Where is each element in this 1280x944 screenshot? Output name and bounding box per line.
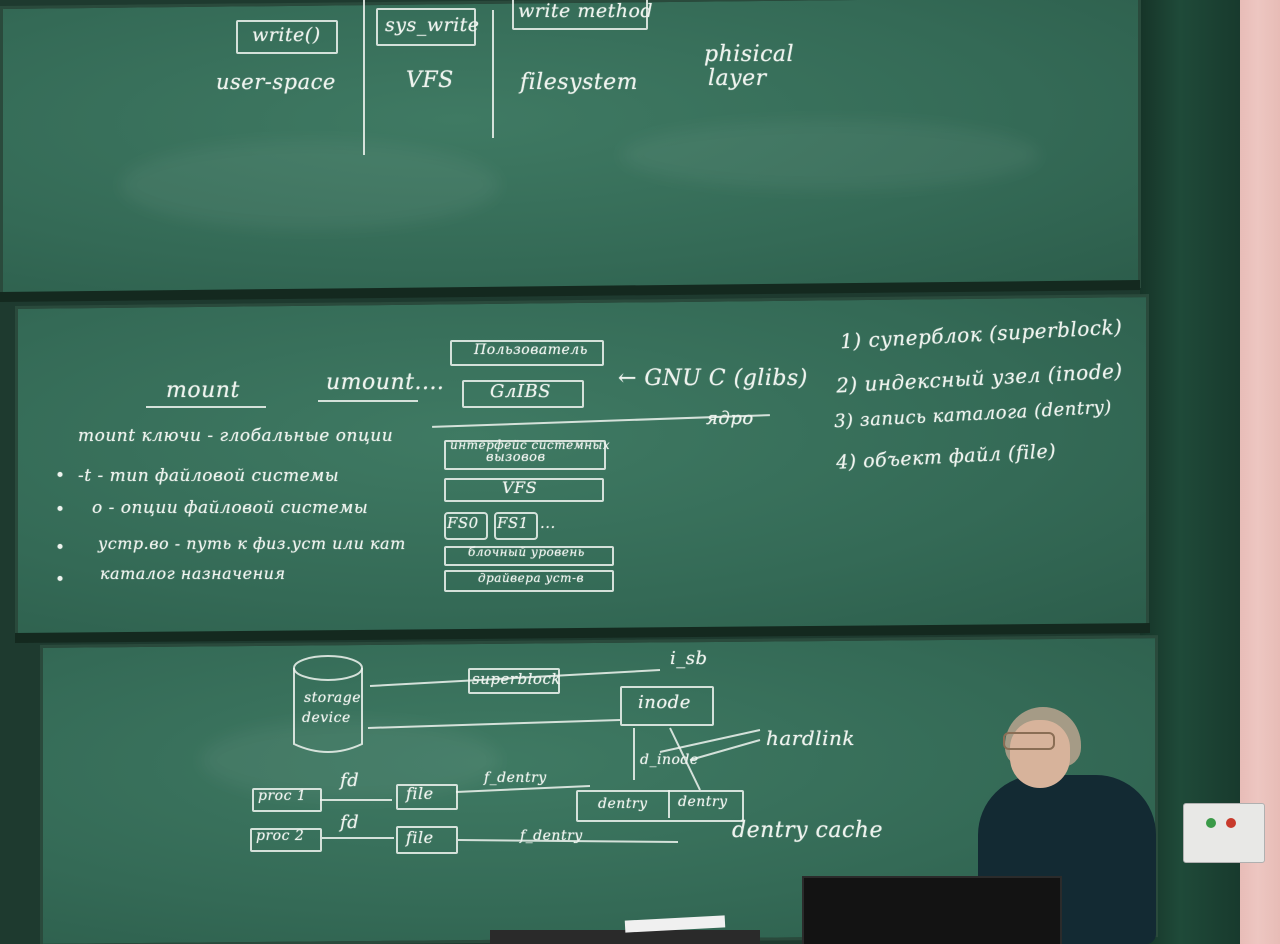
bullet-dot: •	[55, 570, 66, 590]
bullet-item: -t - тип файловой системы	[78, 466, 340, 486]
object-list-item: 4) объект файл (file)	[835, 440, 1057, 474]
bullet-item: каталог назначения	[100, 564, 286, 583]
physical-label: phisical	[704, 42, 795, 67]
layer-label: layer	[708, 66, 767, 91]
dentry-cache-label: dentry cache	[732, 818, 883, 843]
stack-fs0-label: FS0	[447, 514, 479, 532]
computer-monitor	[802, 876, 1062, 944]
wall-switch	[1183, 803, 1265, 863]
filesystem-label: filesystem	[520, 70, 638, 95]
kernel-label: ядро	[706, 408, 754, 429]
stack-glibs-label: GлIBS	[490, 381, 552, 402]
lecturer-face	[1010, 720, 1070, 788]
bullet-item: o - опции файловой системы	[92, 498, 369, 518]
stack-user-label: Пользователь	[474, 342, 588, 358]
superblock-label: superblock	[472, 670, 561, 688]
storage-label: storage	[304, 690, 362, 706]
gnu-c-label: ← GNU C (glibs)	[618, 366, 808, 391]
file2-label: file	[406, 828, 434, 847]
f-dentry2-label: f_dentry	[520, 828, 583, 844]
object-list-item: 3) запись каталога (dentry)	[833, 396, 1113, 433]
vfs-label-top: VFS	[406, 68, 454, 93]
stack-block-label: блочный уровень	[468, 545, 585, 559]
d-inode-label: d_inode	[640, 752, 699, 768]
bullet-dot: •	[55, 538, 66, 558]
stack-fs1-label: FS1	[497, 514, 529, 532]
stack-dots: ...	[540, 514, 556, 532]
dentry2-label: dentry	[678, 794, 728, 810]
object-list-item: 2) индексный узел (inode)	[835, 358, 1124, 398]
mount-heading: mount	[166, 378, 240, 403]
stack-syscalls-label-2: вызовов	[486, 450, 546, 465]
fd2-label: fd	[340, 812, 360, 833]
user-space-label: user-space	[216, 70, 336, 94]
i-sb-label: i_sb	[670, 648, 708, 669]
green-led	[1206, 818, 1216, 828]
bullet-dot: •	[55, 500, 66, 520]
write-label: write()	[252, 24, 321, 46]
mount-keys-line: mount ключи - глобальные опции	[78, 426, 394, 446]
stack-drivers-label: драйвера уст-в	[478, 571, 585, 585]
device-label: device	[302, 710, 351, 726]
sys-write-label: sys_write	[385, 14, 480, 36]
stack-vfs-label: VFS	[502, 478, 538, 497]
bullet-item: устр.во - путь к физ.уст или кат	[98, 534, 406, 553]
umount-heading: umount....	[326, 370, 445, 395]
dentry1-label: dentry	[598, 796, 648, 812]
f-dentry1-label: f_dentry	[484, 770, 547, 786]
file1-label: file	[406, 784, 434, 803]
inode-label: inode	[638, 692, 691, 713]
proc2-label: proc 2	[256, 828, 305, 844]
write-method-label: write method	[518, 0, 654, 22]
hardlink-label: hardlink	[766, 726, 855, 750]
fd1-label: fd	[340, 770, 360, 791]
red-led	[1226, 818, 1236, 828]
bullet-dot: •	[55, 466, 66, 486]
object-list-item: 1) суперблок (superblock)	[839, 314, 1123, 354]
proc1-label: proc 1	[258, 788, 307, 804]
dentry-divider	[668, 790, 670, 818]
stack-syscalls-label: интерфейс системных	[450, 438, 611, 452]
lecturer-glasses	[1003, 732, 1055, 750]
